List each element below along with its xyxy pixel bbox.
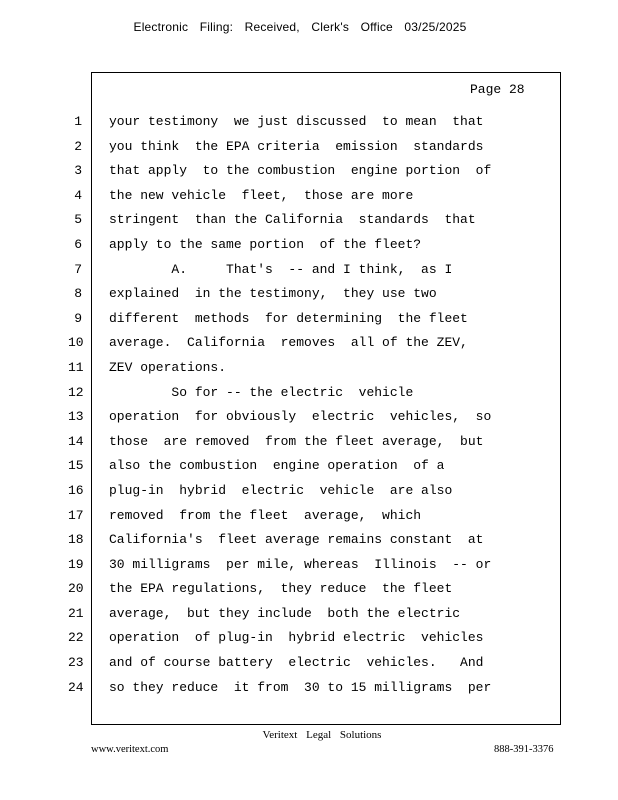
transcript-line — [0, 159, 618, 184]
transcript-line — [0, 602, 618, 627]
transcript-line — [0, 208, 618, 233]
transcript-line — [0, 430, 618, 455]
transcript-line — [0, 307, 618, 332]
line-text: apply to the same portion of the fleet? — [109, 236, 422, 252]
transcript-line — [0, 405, 618, 430]
transcript-line — [0, 651, 618, 676]
transcript-line — [0, 479, 618, 504]
line-number: 8 — [74, 286, 82, 302]
transcript-line — [0, 454, 618, 479]
line-number: 23 — [68, 655, 84, 671]
line-text: the EPA regulations, they reduce the fleet — [109, 581, 453, 597]
line-number: 15 — [68, 458, 84, 474]
line-number: 10 — [68, 335, 84, 351]
filing-stamp: Electronic Filing: Received, Clerk's Office 03/25/2025 — [133, 20, 467, 34]
footer-website: www.veritext.com — [91, 744, 169, 755]
transcript-line — [0, 553, 618, 578]
transcript-line — [0, 184, 618, 209]
line-number: 6 — [74, 236, 82, 252]
line-text: plug-in hybrid electric vehicle are also — [109, 482, 453, 498]
line-number: 9 — [74, 310, 82, 326]
line-text: A. That's -- and I think, as I — [109, 261, 453, 277]
transcript-line — [0, 282, 618, 307]
transcript-line — [0, 676, 618, 701]
line-text: so they reduce it from 30 to 15 milligrams per — [109, 679, 492, 695]
line-text: you think the EPA criteria emission standards — [109, 138, 484, 154]
line-text: the new vehicle fleet, those are more — [109, 187, 414, 203]
line-text: average, but they include both the electric — [109, 605, 461, 621]
transcript-line — [0, 356, 618, 381]
line-number: 5 — [74, 212, 82, 228]
line-number: 4 — [74, 187, 82, 203]
footer-company: Veritext Legal Solutions — [262, 729, 382, 741]
line-number: 18 — [68, 532, 84, 548]
line-number: 12 — [68, 384, 84, 400]
transcript-line — [0, 528, 618, 553]
transcript-line — [0, 381, 618, 406]
line-number: 19 — [68, 556, 84, 572]
line-number: 2 — [74, 138, 82, 154]
line-text: 30 milligrams per mile, whereas Illinois -- or — [109, 556, 492, 572]
transcript-line — [0, 577, 618, 602]
transcript-line — [0, 331, 618, 356]
page-number: Page 28 — [470, 82, 525, 97]
transcript-line — [0, 258, 618, 283]
line-number: 11 — [68, 359, 84, 375]
transcript-line — [0, 626, 618, 651]
line-text: California's fleet average remains constant at — [109, 532, 484, 548]
line-number: 21 — [68, 605, 84, 621]
transcript-line — [0, 504, 618, 529]
line-text: your testimony we just discussed to mean that — [109, 114, 484, 129]
line-text: also the combustion engine operation of a — [109, 458, 445, 474]
line-text: different methods for determining the fleet — [109, 310, 468, 326]
line-text: removed from the fleet average, which — [109, 507, 422, 523]
line-text: explained in the testimony, they use two — [109, 286, 437, 302]
line-text: average. California removes all of the ZEV, — [109, 335, 468, 351]
line-text: those are removed from the fleet average, but — [109, 433, 484, 449]
line-text: that apply to the combustion engine portion of — [109, 163, 492, 179]
line-number: 24 — [68, 679, 84, 695]
transcript-line — [0, 233, 618, 258]
transcript-line — [0, 110, 618, 135]
line-number: 3 — [74, 163, 82, 179]
line-number: 22 — [68, 630, 84, 646]
transcript-line — [0, 135, 618, 160]
line-number: 7 — [74, 261, 82, 277]
line-text: So for -- the electric vehicle — [109, 384, 414, 400]
line-number: 20 — [68, 581, 84, 597]
line-number: 13 — [68, 409, 84, 425]
line-text: operation for obviously electric vehicles, so — [109, 409, 492, 425]
line-text: operation of plug-in hybrid electric vehicles — [109, 630, 484, 646]
transcript-lines — [0, 110, 618, 700]
line-text: stringent than the California standards that — [109, 212, 476, 228]
line-text: ZEV operations. — [109, 359, 227, 375]
line-number: 16 — [68, 482, 84, 498]
line-number: 1 — [74, 114, 82, 129]
footer-phone: 888-391-3376 — [494, 744, 554, 755]
line-number: 17 — [68, 507, 84, 523]
line-number: 14 — [68, 433, 84, 449]
line-text: and of course battery electric vehicles. And — [109, 655, 484, 671]
